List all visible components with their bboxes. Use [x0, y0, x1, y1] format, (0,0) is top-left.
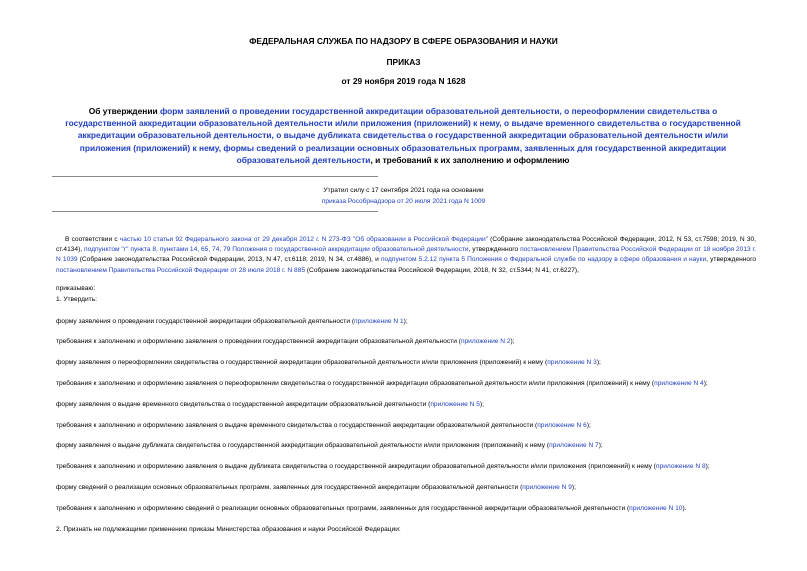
list-item-end: );: [705, 463, 710, 470]
list-item: [56, 401, 484, 408]
list-item: [56, 338, 515, 345]
divider-top: [52, 176, 378, 177]
list-item-text: форму заявления о переоформлении свидетельства о государственной аккредитации образовательной деятельности и/или приложения (приложений) к нему (: [56, 359, 548, 366]
agency-name: ФЕДЕРАЛЬНАЯ СЛУЖБА ПО НАДЗОРУ В СФЕРЕ ОБРАЗОВАНИЯ И НАУКИ: [249, 36, 558, 46]
preamble-text-4: (Собрание законодательства Российской Федерации, 2013, N 47, ст.6118; 2019, N 34, ст.4886), и: [77, 256, 381, 264]
list-item-text: форму заявления о проведении государственной аккредитации образовательной деятельности (: [56, 318, 355, 325]
appendix-link[interactable]: приложение N 9: [522, 484, 572, 491]
preamble-link-regulation[interactable]: подпунктом "г" пункта 8, пунктами 14, 65, 74, 79 Положения о государственной аккредитации образовательной деятельности: [84, 246, 469, 254]
preamble-link-law[interactable]: частью 10 статьи 92 Федерального закона от 29 декабря 2012 г. N 273-ФЗ "Об образовании в Российской Федерации": [119, 236, 489, 243]
order-word: приказываю:: [56, 285, 96, 292]
list-item-end: );: [703, 380, 708, 387]
document-title: [52, 105, 754, 166]
list-item-text: форму заявления о выдаче дубликата свидетельства о государственной аккредитации образовательной деятельности и/или приложения (приложений) к нему (: [56, 442, 550, 449]
list-item: [56, 463, 710, 470]
list-item-end: ).: [682, 505, 687, 512]
preamble-paragraph: [56, 235, 756, 276]
item2-paragraph: 2. Признать не подлежащими применению приказы Министерства образования и науки Российской Федерации:: [56, 526, 401, 533]
preamble-text-6: (Собрание законодательства Российской Федерации, 2018, N 32, ст.5344; N 41, ст.6227),: [305, 266, 579, 274]
list-item: [56, 318, 408, 325]
title-prefix: Об утверждении: [88, 106, 160, 116]
list-item: [56, 505, 686, 512]
appendix-link[interactable]: приложение N 6: [537, 422, 587, 429]
list-item-end: );: [598, 442, 603, 449]
list-item-end: );: [403, 318, 408, 325]
list-item-end: );: [586, 422, 591, 429]
list-item: [56, 359, 601, 366]
list-item-text: форму заявления о выдаче временного свидетельства о государственной аккредитации образовательной деятельности (: [56, 401, 431, 408]
list-item: [56, 484, 576, 491]
preamble-text-5: , утвержденного: [706, 256, 757, 264]
title-link[interactable]: форм заявлений о проведении государственной аккредитации образовательной деятельности, о переоформлении свидетельства о государственной аккредитации образовательной деятельности и/или приложения (приложений) к нему, о выдаче временного свидетельства о государственной аккредитации образовательной деятельности, о выдаче дубликата свидетельства о государственной аккредитации образовательной деятельности и/или приложения (приложений) к нему, формы сведений о реализации основных образовательных программ, заявленных для государственной аккредитации образовательной деятельности: [65, 106, 741, 165]
list-item-text: требования к заполнению и оформлению сведений о реализации основных образовательных программ, заявленных для государственной аккредитации образовательной деятельности (: [56, 505, 630, 512]
appendix-link[interactable]: приложение N 1: [354, 318, 404, 325]
document-type: ПРИКАЗ: [386, 57, 421, 67]
list-item-text: форму сведений о реализации основных образовательных программ, заявленных для государственной аккредитации образовательной деятельности (: [56, 484, 523, 491]
appendix-link[interactable]: приложение N 7: [549, 442, 599, 449]
list-item-end: );: [510, 338, 515, 345]
list-item-end: );: [571, 484, 576, 491]
preamble-text-3: , утвержденного: [468, 246, 521, 254]
appendix-link[interactable]: приложение N 4: [654, 380, 704, 387]
preamble-text-1: В соответствии с: [65, 236, 120, 243]
list-item-text: требования к заполнению и оформлению заявления о выдаче временного свидетельства о государственной аккредитации образовательной деятельности (: [56, 422, 538, 429]
list-item-text: требования к заполнению и оформлению заявления о проведении государственной аккредитации образовательной деятельности (: [56, 338, 461, 345]
status-note-link-line: [0, 196, 807, 207]
title-suffix: , и требований к их заполнению и оформлению: [370, 154, 570, 165]
appendix-link[interactable]: приложение N 3: [547, 359, 597, 366]
item1-heading: 1. Утвердить:: [56, 296, 97, 303]
appendix-link[interactable]: приложение N 2: [460, 338, 511, 345]
preamble-text-2: (Собрание законодательства Российской Федерации, 2012, N 53, ст.7598; 2019, N 30, ст.4134),: [56, 236, 757, 254]
appendix-link[interactable]: приложение N 10: [629, 505, 683, 512]
document-date-number: от 29 ноября 2019 года N 1628: [341, 76, 466, 86]
list-item-end: );: [479, 401, 484, 408]
preamble-link-resolution-885[interactable]: постановлением Правительства Российской Федерации от 28 июля 2018 г. N 885: [56, 266, 306, 274]
list-item: [56, 422, 591, 429]
appendix-link[interactable]: приложение N 8: [656, 463, 706, 470]
list-item: [56, 380, 708, 387]
list-item: [56, 442, 603, 449]
list-item-end: );: [596, 359, 601, 366]
list-item-text: требования к заполнению и оформлению заявления о переоформлении свидетельства о государственной аккредитации образовательной деятельности и/или приложения (приложений) к нему (: [56, 380, 655, 387]
status-note-text: Утратил силу с 17 сентября 2021 года на основании: [323, 187, 484, 194]
preamble-link-subclause[interactable]: подпунктом 5.2.12 пункта 5 Положения о Федеральной службе по надзору в сфере образования и науки: [380, 256, 707, 264]
status-note-link[interactable]: приказа Рособрнадзора от 20 июля 2021 года N 1009: [321, 198, 486, 205]
divider-bottom: [52, 211, 378, 212]
preamble-link-resolution-1039[interactable]: постановлением Правительства Российской Федерации от 18 ноября 2013 г. N 1039: [56, 246, 756, 264]
appendix-link[interactable]: приложение N 5: [430, 401, 480, 408]
list-item-text: требования к заполнению и оформлению заявления о выдаче дубликата свидетельства о государственной аккредитации образовательной деятельности и/или приложения (приложений) к нему (: [56, 463, 657, 470]
